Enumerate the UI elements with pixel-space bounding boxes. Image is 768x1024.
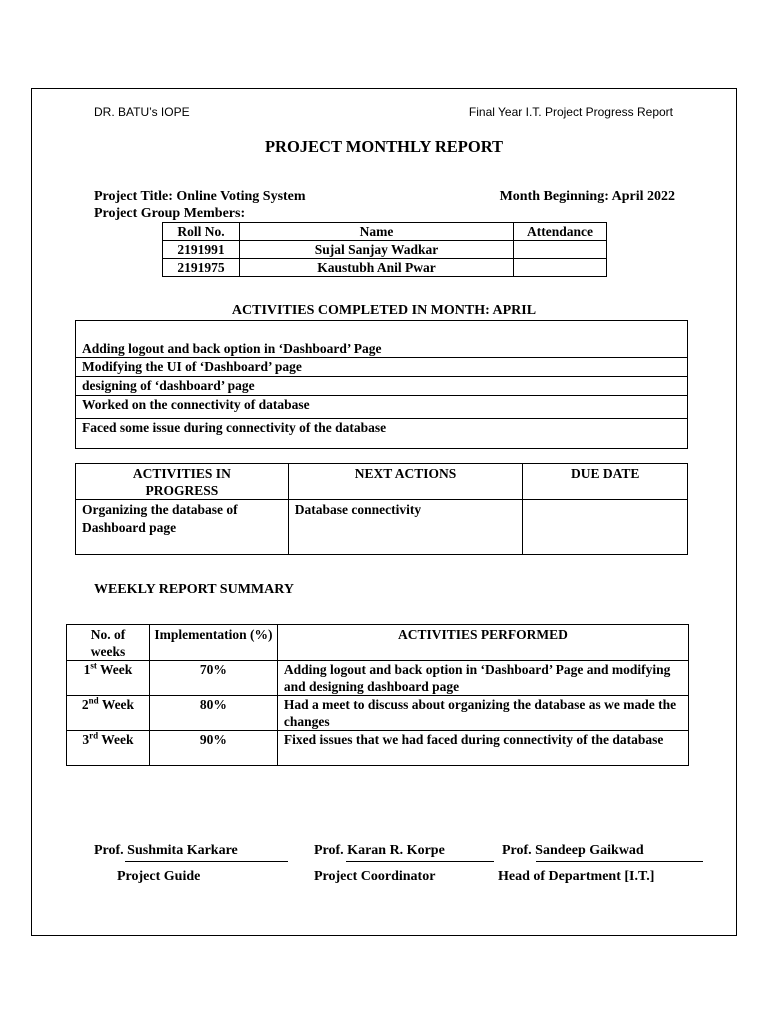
name-cell: Kaustubh Anil Pwar [239,259,513,277]
col-activities-in-progress: ACTIVITIES IN PROGRESS [76,464,289,500]
table-row [76,358,688,377]
table-row [67,731,689,766]
col-implementation: Implementation (%) [149,625,277,661]
col-name: Name [239,223,513,241]
report-title: PROJECT MONTHLY REPORT [264,137,504,156]
week-label: Week [100,662,133,677]
col-next-actions: NEXT ACTIONS [288,464,523,500]
header-institute: DR. BATU’s IOPE [94,105,190,119]
week-suffix: rd [89,730,99,741]
weekly-summary-heading: WEEKLY REPORT SUMMARY [94,582,294,597]
week-label: Week [101,697,135,712]
table-row [163,259,607,277]
col-due-date: DUE DATE [523,464,688,500]
attendance-cell [514,241,607,259]
signature-role-coordinator: Project Coordinator [314,869,436,884]
table-row [67,661,689,696]
activities-performed-cell: Fixed issues that we had faced during connectivity of the database [277,731,688,766]
weekly-header-row [67,625,689,661]
implementation-cell: 90% [149,731,277,766]
signature-role-hod: Head of Department [I.T.] [498,869,655,884]
signature-role-guide: Project Guide [117,869,201,884]
signature-name-coordinator: Prof. Karan R. Korpe [314,843,445,858]
signature-line-hod [536,861,703,862]
signature-line-guide [125,861,288,862]
header-report-type: Final Year I.T. Project Progress Report [468,105,673,119]
week-number: 1 [83,662,91,677]
progress-header-row [76,464,688,500]
week-suffix: st [90,660,97,671]
signature-name-hod: Prof. Sandeep Gaikwad [502,843,644,858]
activity-item: Worked on the connectivity of database [76,396,688,419]
week-suffix: nd [88,695,99,706]
roll-cell: 2191991 [163,241,240,259]
attendance-cell [514,259,607,277]
implementation-cell: 80% [149,696,277,731]
table-row [76,419,688,449]
name-cell: Sujal Sanjay Wadkar [239,241,513,259]
week-cell [67,661,150,696]
members-header-row [163,223,607,241]
table-row [76,321,688,358]
week-number: 2 [81,697,89,712]
activities-completed-heading: ACTIVITIES COMPLETED IN MONTH: APRIL [231,303,537,318]
table-row [67,696,689,731]
table-row [163,241,607,259]
activity-item: Modifying the UI of ‘Dashboard’ page [76,358,688,377]
week-cell [67,696,150,731]
col-no-of-weeks: No. of weeks [67,625,150,661]
activities-completed-table [75,320,688,449]
activity-item: Faced some issue during connectivity of the database [76,419,688,449]
table-row [76,396,688,419]
activities-performed-cell: Had a meet to discuss about organizing the database as we made the changes [277,696,688,731]
activity-in-progress-cell: Organizing the database of Dashboard page [76,500,289,555]
week-label: Week [101,732,134,747]
roll-cell: 2191975 [163,259,240,277]
implementation-cell: 70% [149,661,277,696]
table-row [76,377,688,396]
progress-table [75,463,688,555]
col-attendance: Attendance [514,223,607,241]
next-action-cell: Database connectivity [288,500,523,555]
group-members-label: Project Group Members: [94,206,246,221]
week-cell [67,731,150,766]
month-beginning: Month Beginning: April 2022 [499,189,675,204]
project-title: Project Title: Online Voting System [94,189,306,204]
signature-line-coordinator [346,861,494,862]
col-activities-performed: ACTIVITIES PERFORMED [277,625,688,661]
weekly-summary-table [66,624,689,766]
week-number: 3 [82,732,90,747]
activity-item: Adding logout and back option in ‘Dashboard’ Page [76,321,688,358]
due-date-cell [523,500,688,555]
table-row [76,500,688,555]
activity-item: designing of ‘dashboard’ page [76,377,688,396]
signature-name-guide: Prof. Sushmita Karkare [94,843,238,858]
members-table [162,222,607,277]
col-roll-no: Roll No. [163,223,240,241]
activities-performed-cell: Adding logout and back option in ‘Dashboard’ Page and modifying and designing dashboard page [277,661,688,696]
